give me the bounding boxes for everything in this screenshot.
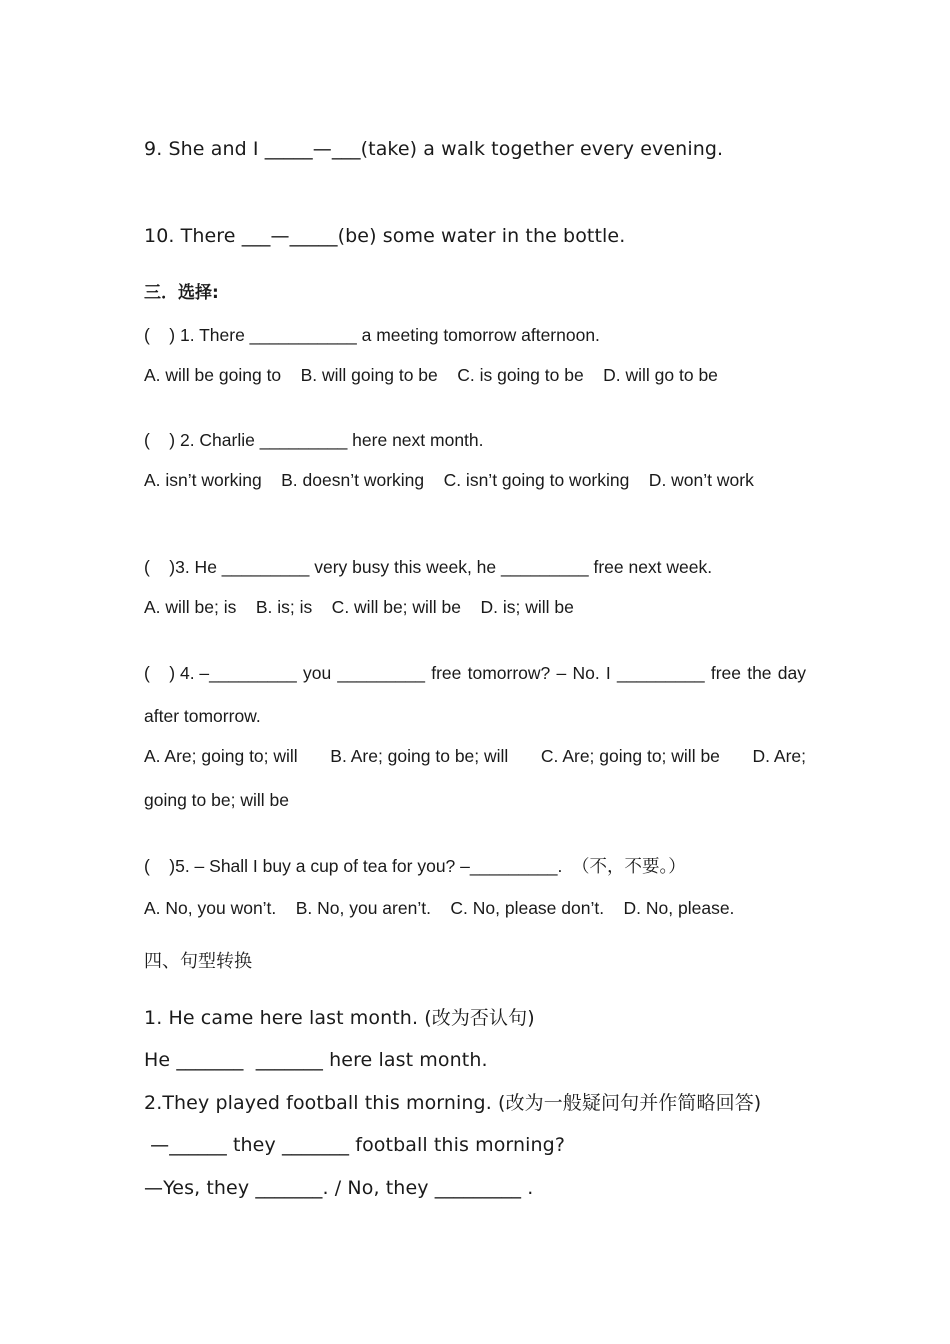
transform-2-prompt: 2.They played football this morning. (改为一般疑问句并作简略回答) [144,1092,762,1114]
stem-part: the [747,663,772,683]
transform-1-answer: He _______ _______ here last month. [144,1049,488,1071]
mc-question-1-options: A. will be going to B. will going to be C. is going to be D. will go to be [144,365,718,385]
stem-part: No. [572,663,600,683]
stem-part: day [777,663,806,683]
option-b: B. Are; going to be; will [330,746,509,766]
stem-part: tomorrow? [467,663,551,683]
option-a: A. Are; going to; will [144,746,298,766]
stem-part: free [710,663,741,683]
stem-part: ( ) 4. –_________ [144,663,297,683]
mc-question-3-stem: ( )3. He _________ very busy this week, he _________ free next week. [144,557,713,577]
transform-2-question: —______ they _______ football this morning? [144,1134,565,1156]
stem-part: – [556,663,567,683]
mc-question-2-stem: ( ) 2. Charlie _________ here next month. [144,430,484,450]
mc-question-4-stem-cont: after tomorrow. [144,706,261,726]
stem-part: I [605,663,611,683]
option-d: D. Are; [752,746,806,766]
mc-question-4-options [144,748,806,766]
option-c: C. Are; going to; will be [540,746,720,766]
mc-question-5-options: A. No, you won’t. B. No, you aren’t. C. No, please don’t. D. No, please. [144,898,735,918]
mc-question-1-stem: ( ) 1. There ___________ a meeting tomorrow afternoon. [144,325,600,345]
mc-question-4-options-cont: going to be; will be [144,790,289,810]
mc-question-5-stem: ( )5. – Shall I buy a cup of tea for you? –_________. （不，不要。） [144,856,686,876]
transform-1-prompt: 1. He came here last month. (改为否认句) [144,1007,535,1029]
question-9: 9. She and I _____—___(take) a walk together every evening. [144,138,724,160]
transform-2-answer: —Yes, they _______. / No, they _________ . [144,1177,534,1199]
mc-question-4-stem [144,665,806,683]
question-10: 10. There ___—_____(be) some water in the bottle. [144,225,626,247]
mc-question-3-options: A. will be; is B. is; is C. will be; will be D. is; will be [144,597,574,617]
mc-question-2-options: A. isn’t working B. doesn’t working C. isn’t going to working D. won’t work [144,470,754,490]
stem-part: _________ [337,663,426,683]
section-3-heading: 三．选择: [144,283,219,303]
section-4-heading: 四、句型转换 [144,951,252,972]
stem-part: _________ [617,663,705,683]
stem-part: you [302,663,332,683]
stem-part: free [431,663,462,683]
